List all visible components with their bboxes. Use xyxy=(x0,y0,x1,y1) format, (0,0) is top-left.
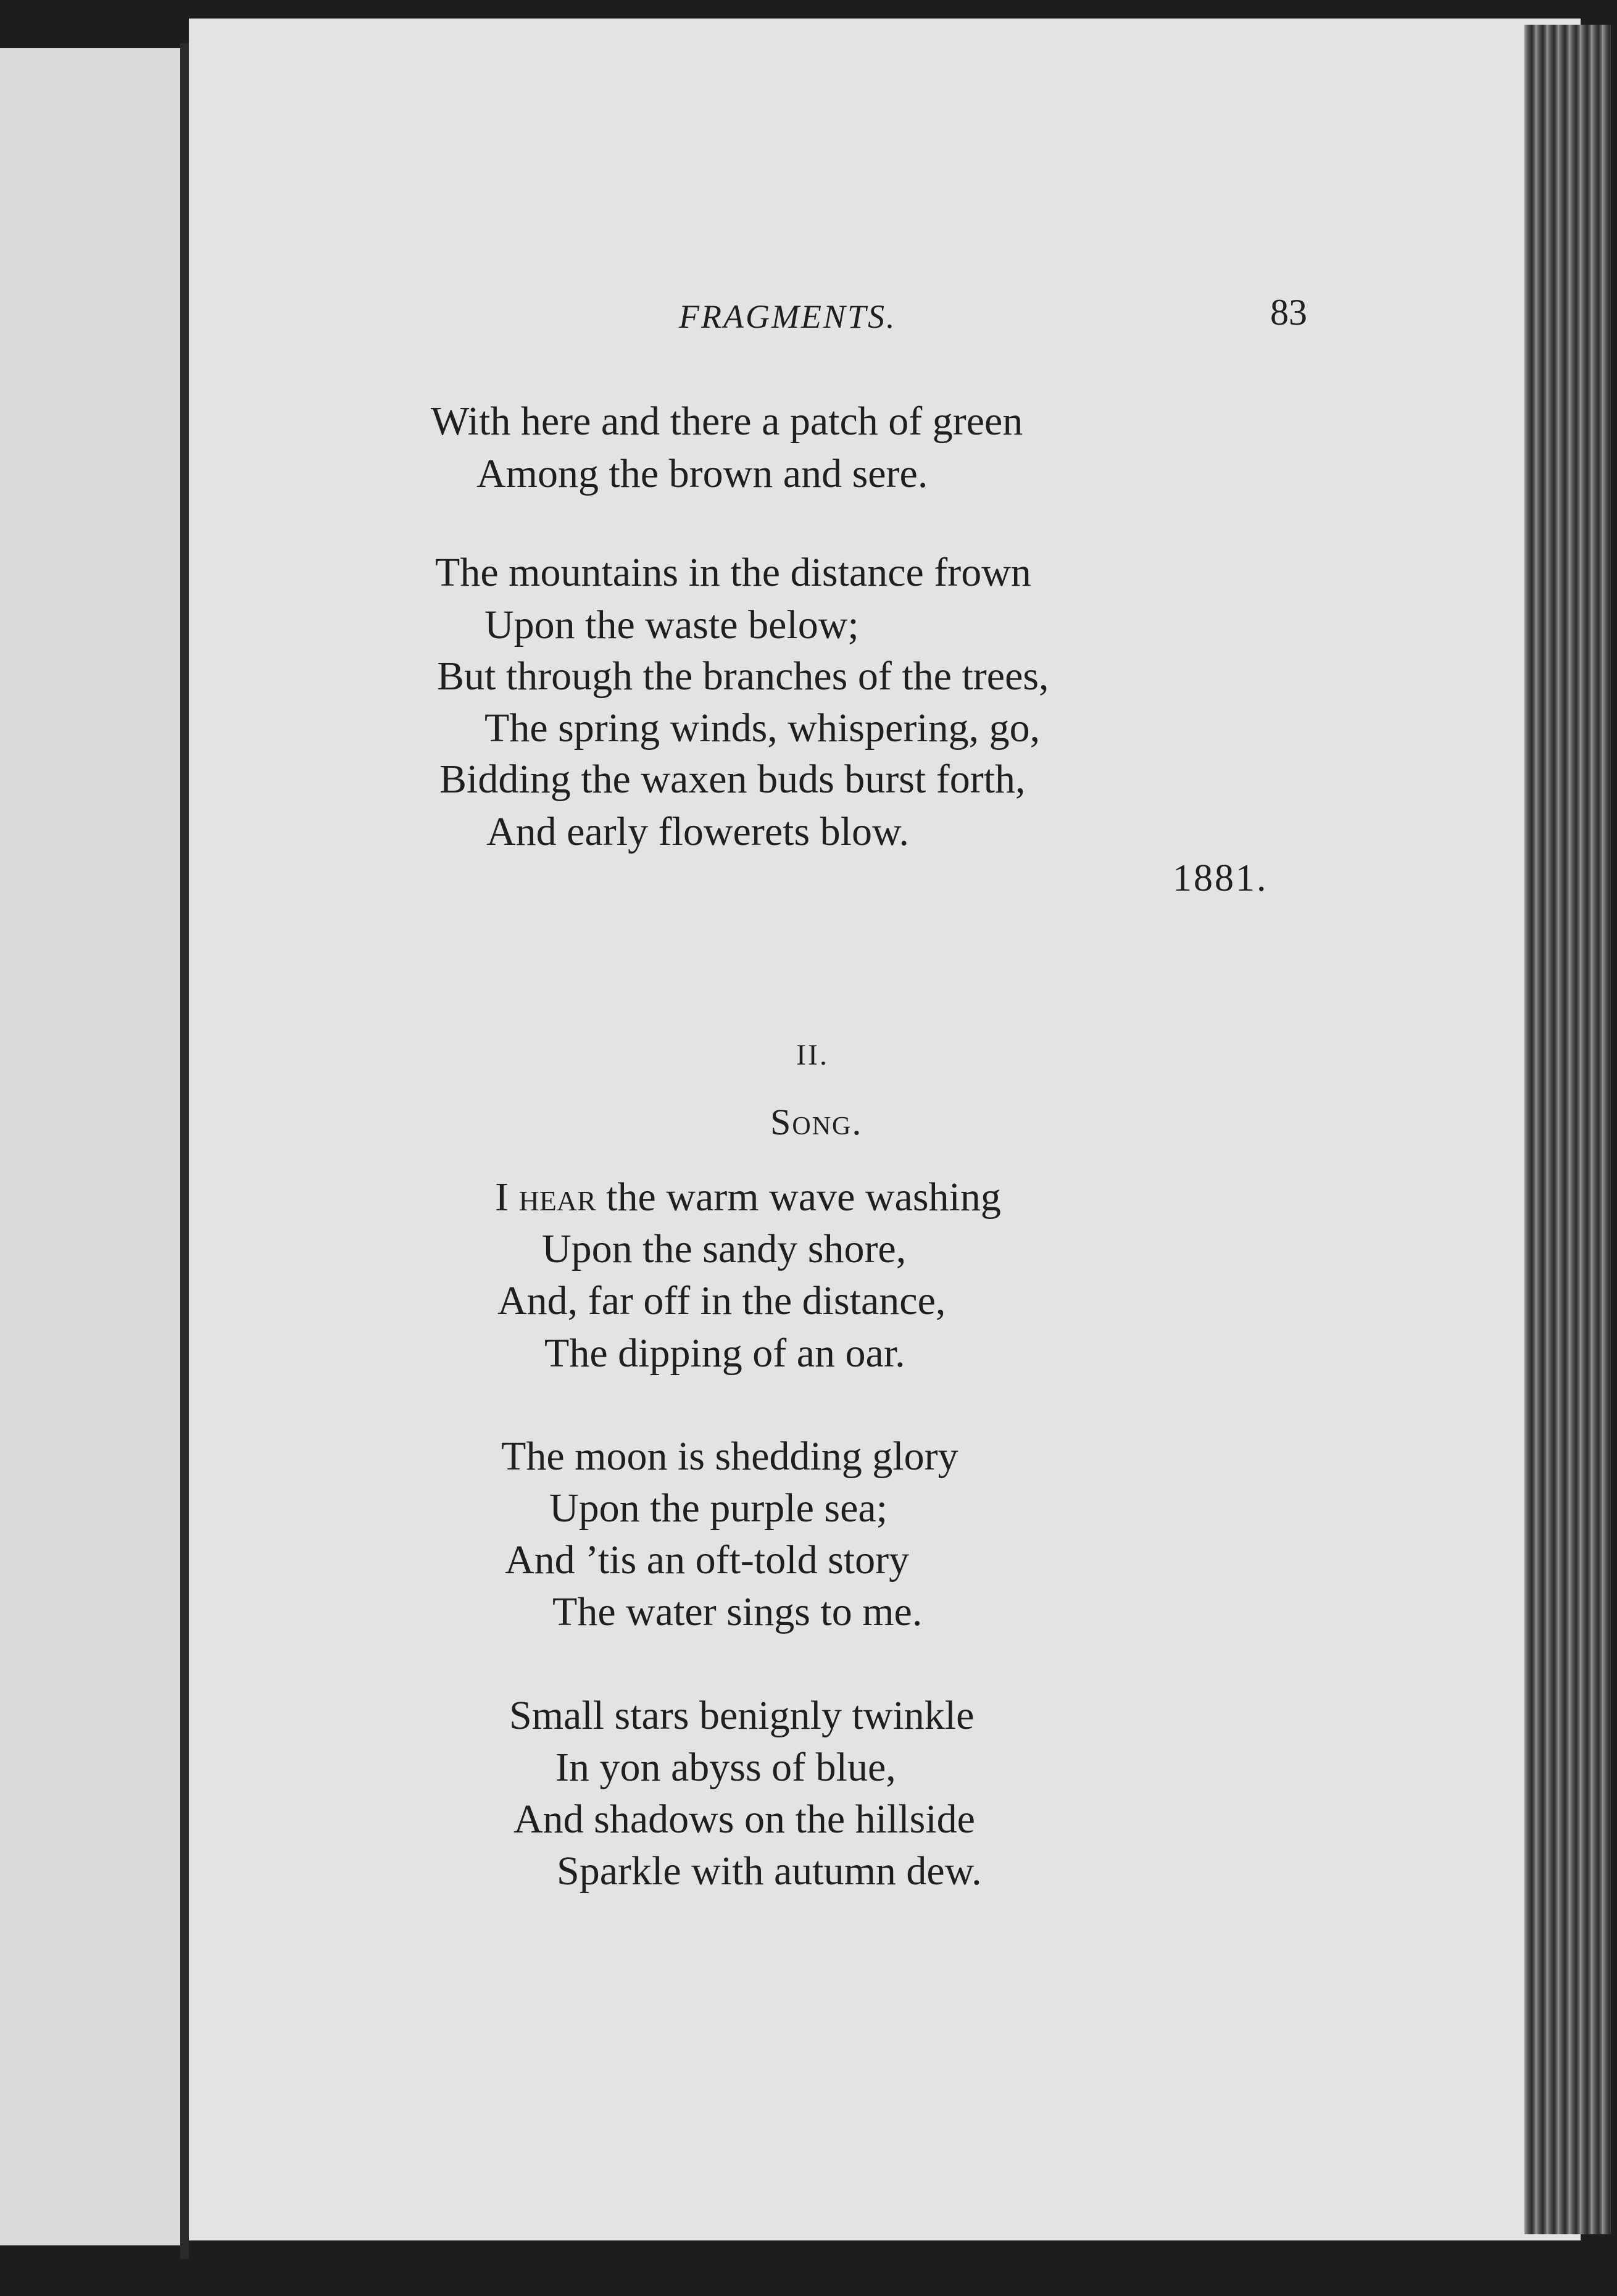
book-gutter xyxy=(180,43,189,2259)
poem-line: But through the branches of the trees, xyxy=(437,654,1049,699)
facing-page xyxy=(0,48,180,2245)
section-number: II. xyxy=(796,1039,829,1071)
song-line: And, far off in the distance, xyxy=(497,1278,946,1323)
first-word-caps: hear xyxy=(518,1175,596,1220)
section-title: Song. xyxy=(770,1102,863,1142)
poem-line: And early flowerets blow. xyxy=(486,809,909,854)
song-line: Upon the purple sea; xyxy=(549,1486,888,1531)
song-line: And shadows on the hillside xyxy=(513,1797,975,1842)
song-first-line xyxy=(495,1174,1001,1221)
poem-line: Upon the waste below; xyxy=(484,602,859,647)
page-number: 83 xyxy=(1270,292,1307,333)
song-line: The water sings to me. xyxy=(552,1589,923,1634)
page-edge xyxy=(1524,25,1611,2234)
book-page xyxy=(189,19,1581,2240)
poem-date: 1881. xyxy=(1173,857,1268,899)
poem-line: Bidding the waxen buds burst forth, xyxy=(439,757,1026,802)
song-line: The dipping of an oar. xyxy=(544,1331,905,1376)
song-line: Small stars benignly twinkle xyxy=(509,1693,975,1738)
first-word: I xyxy=(495,1175,509,1220)
poem-line: The spring winds, whispering, go, xyxy=(484,705,1041,751)
song-line: Upon the sandy shore, xyxy=(542,1226,907,1271)
poem-line: Among the brown and sere. xyxy=(476,451,928,496)
first-line-rest: the warm wave washing xyxy=(606,1175,1001,1220)
song-line: And ’tis an oft-told story xyxy=(505,1537,910,1583)
song-line: The moon is shedding glory xyxy=(501,1434,958,1479)
song-line: In yon abyss of blue, xyxy=(555,1745,896,1790)
poem-line: With here and there a patch of green xyxy=(431,399,1023,444)
running-title: FRAGMENTS. xyxy=(679,298,897,335)
song-line: Sparkle with autumn dew. xyxy=(557,1849,982,1894)
poem-line: The mountains in the distance frown xyxy=(435,550,1031,595)
